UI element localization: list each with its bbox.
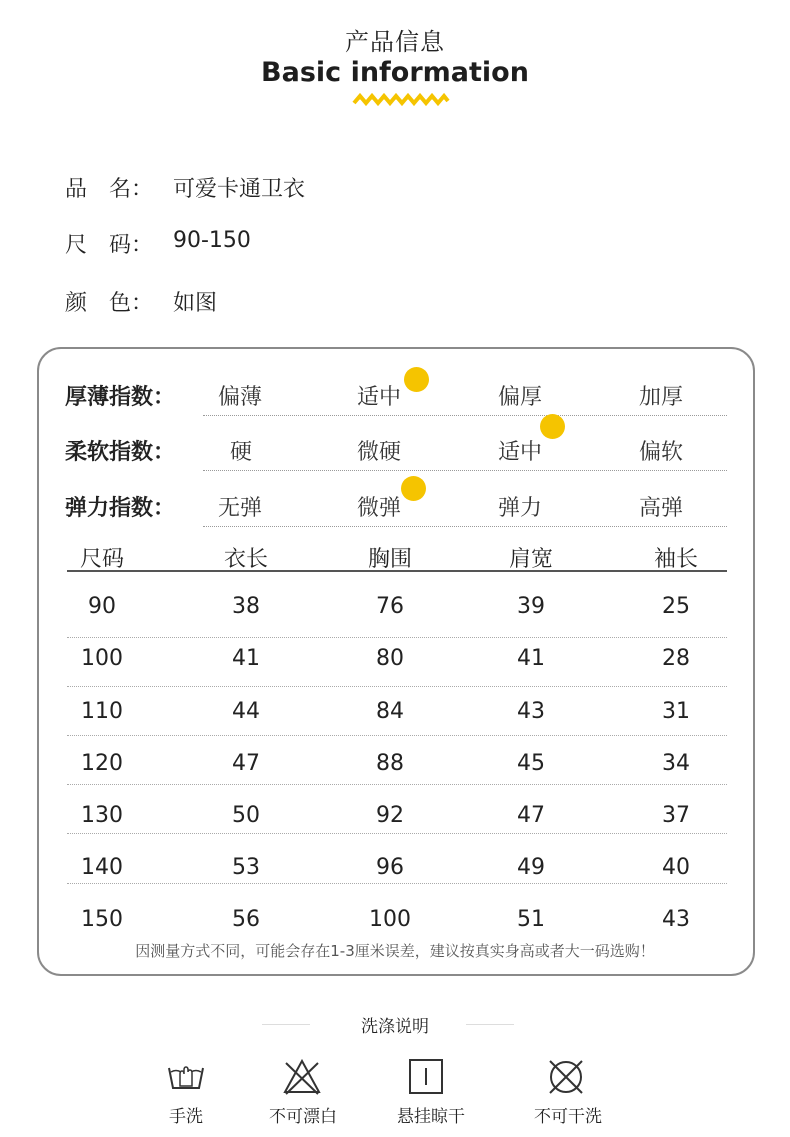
info-key: 尺 码： [65, 233, 154, 258]
table-header-rule [67, 570, 727, 572]
table-cell: 130 [81, 803, 123, 828]
zigzag-decoration-icon [352, 91, 450, 107]
table-cell: 34 [662, 751, 690, 776]
section-title-en: Basic information [261, 57, 529, 88]
index-label: 厚薄指数： [65, 385, 176, 410]
wash-label-line-dry: 悬挂晾干 [397, 1107, 465, 1127]
table-cell: 100 [369, 907, 411, 932]
dotted-divider [203, 415, 727, 416]
selected-marker-dot [540, 414, 565, 439]
index-option: 偏薄 [218, 385, 263, 410]
table-cell: 84 [376, 699, 404, 724]
table-cell: 51 [517, 907, 545, 932]
row-divider [67, 637, 727, 638]
table-header-chest: 胸围 [367, 547, 412, 572]
index-row-elasticity [65, 489, 727, 529]
table-header-length: 衣长 [223, 547, 268, 572]
table-cell: 37 [662, 803, 690, 828]
table-cell: 49 [517, 855, 545, 880]
index-label: 柔软指数： [65, 440, 176, 465]
no-dry-clean-icon [546, 1058, 586, 1096]
table-cell: 25 [662, 594, 690, 619]
table-cell: 44 [232, 699, 260, 724]
index-option: 偏软 [639, 440, 684, 465]
index-option: 微硬 [357, 440, 402, 465]
selected-marker-dot [404, 367, 429, 392]
line-dry-icon [406, 1058, 446, 1096]
table-header-sleeve: 袖长 [653, 547, 698, 572]
index-row-softness [65, 433, 727, 473]
info-key: 颜 色： [65, 291, 154, 316]
selected-marker-dot [401, 476, 426, 501]
table-cell: 76 [376, 594, 404, 619]
washing-title: 洗涤说明 [361, 1017, 429, 1037]
index-option: 硬 [230, 440, 253, 465]
info-key: 品 名： [65, 177, 154, 202]
table-cell: 88 [376, 751, 404, 776]
index-row-thickness [65, 378, 727, 418]
wash-label-hand-wash: 手洗 [169, 1107, 203, 1127]
table-header-shoulder: 肩宽 [508, 547, 553, 572]
info-value: 可爱卡通卫衣 [173, 177, 306, 202]
index-option: 偏厚 [498, 385, 543, 410]
table-cell: 31 [662, 699, 690, 724]
no-bleach-icon [282, 1058, 322, 1096]
wash-label-no-bleach: 不可漂白 [269, 1107, 337, 1127]
row-divider [67, 833, 727, 834]
index-option: 弹力 [498, 496, 543, 521]
table-row [0, 803, 790, 843]
table-cell: 47 [232, 751, 260, 776]
table-row [0, 751, 790, 791]
index-option: 无弹 [218, 496, 263, 521]
table-cell: 47 [517, 803, 545, 828]
table-row [0, 646, 790, 686]
table-cell: 120 [81, 751, 123, 776]
measurement-note: 因测量方式不同，可能会存在1-3厘米误差，建议按真实身高或者大一码选购！ [135, 942, 655, 960]
info-value: 如图 [173, 291, 218, 316]
table-row [0, 594, 790, 634]
row-divider [67, 883, 727, 884]
dotted-divider [203, 470, 727, 471]
row-divider [67, 784, 727, 785]
table-cell: 39 [517, 594, 545, 619]
table-cell: 53 [232, 855, 260, 880]
table-row [0, 855, 790, 895]
table-cell: 150 [81, 907, 123, 932]
index-option: 加厚 [639, 385, 684, 410]
title-dash-right [466, 1024, 514, 1025]
row-divider [67, 735, 727, 736]
index-option: 微弹 [357, 496, 402, 521]
table-cell: 140 [81, 855, 123, 880]
table-cell: 92 [376, 803, 404, 828]
table-cell: 100 [81, 646, 123, 671]
index-option: 适中 [357, 385, 402, 410]
table-cell: 41 [517, 646, 545, 671]
table-cell: 45 [517, 751, 545, 776]
table-cell: 43 [517, 699, 545, 724]
table-cell: 110 [81, 699, 123, 724]
table-cell: 43 [662, 907, 690, 932]
table-row [0, 699, 790, 739]
row-divider [67, 686, 727, 687]
section-title-cn: 产品信息 [345, 28, 445, 56]
table-cell: 28 [662, 646, 690, 671]
table-cell: 38 [232, 594, 260, 619]
index-option: 高弹 [639, 496, 684, 521]
hand-wash-icon [166, 1058, 206, 1096]
table-cell: 56 [232, 907, 260, 932]
table-cell: 96 [376, 855, 404, 880]
index-option: 适中 [498, 440, 543, 465]
table-cell: 90 [88, 594, 116, 619]
table-cell: 40 [662, 855, 690, 880]
dotted-divider [203, 526, 727, 527]
table-cell: 80 [376, 646, 404, 671]
index-label: 弹力指数： [65, 496, 176, 521]
table-header-size: 尺码 [79, 547, 124, 572]
info-value: 90-150 [173, 228, 251, 253]
table-cell: 41 [232, 646, 260, 671]
table-cell: 50 [232, 803, 260, 828]
wash-label-no-dry-clean: 不可干洗 [534, 1107, 602, 1127]
